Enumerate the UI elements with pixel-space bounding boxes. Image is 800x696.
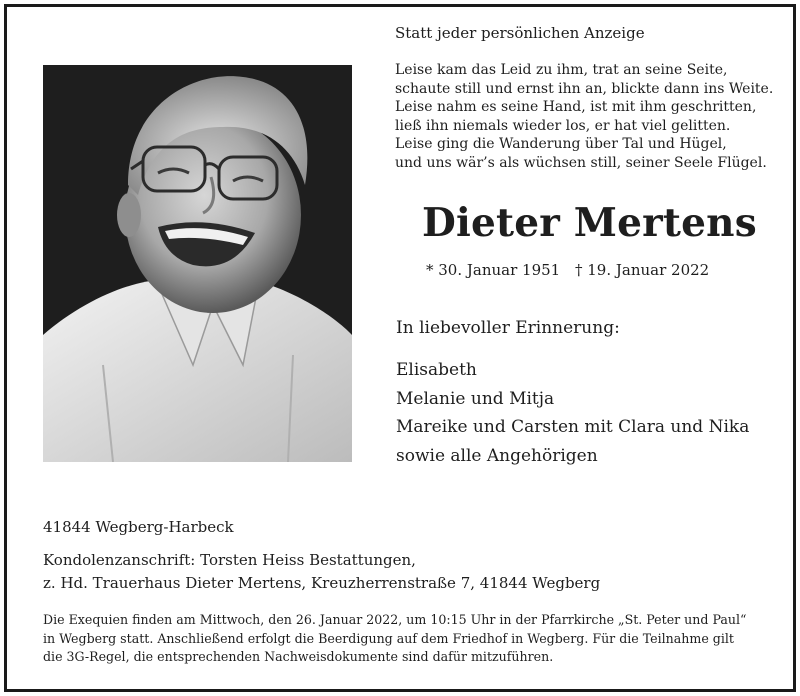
birth-date: * 30. Januar 1951 bbox=[426, 261, 561, 279]
poem-line: Leise nahm es seine Hand, ist mit ihm geschritten, bbox=[395, 99, 757, 116]
poem bbox=[395, 61, 773, 173]
condolence-line: Kondolenzanschrift: Torsten Heiss Bestattungen, bbox=[43, 551, 416, 569]
poem-line: und uns wär’s als wüchsen still, seiner Seele Flügel. bbox=[395, 154, 767, 171]
memory-heading: In liebevoller Erinnerung: bbox=[396, 318, 620, 338]
location: 41844 Wegberg-Harbeck bbox=[43, 518, 234, 536]
mourner-line: sowie alle Angehörigen bbox=[396, 445, 598, 466]
portrait-photo bbox=[43, 65, 352, 462]
notice-line: die 3G-Regel, die entsprechenden Nachweisdokumente sind dafür mitzuführen. bbox=[43, 649, 554, 665]
notice-line: Die Exequien finden am Mittwoch, den 26. Januar 2022, um 10:15 Uhr in der Pfarrkirche „St. Peter und Paul“ bbox=[43, 612, 747, 627]
poem-line: Leise kam das Leid zu ihm, trat an seine Seite, bbox=[395, 62, 728, 78]
mourner-line: Elisabeth bbox=[396, 360, 477, 380]
poem-line: ließ ihn niemals wieder los, er hat viel gelitten. bbox=[395, 117, 731, 134]
mourner-line: Mareike und Carsten mit Clara und Nika bbox=[396, 417, 750, 437]
mourners-list bbox=[396, 356, 749, 470]
poem-line: schaute still und ernst ihn an, blickte dann ins Weite. bbox=[395, 80, 774, 97]
death-date: † 19. Januar 2022 bbox=[575, 261, 710, 279]
deceased-name: Dieter Mertens bbox=[422, 200, 757, 246]
intro-line: Statt jeder persönlichen Anzeige bbox=[395, 24, 645, 42]
condolence-address bbox=[43, 549, 600, 595]
funeral-notice bbox=[43, 611, 746, 667]
mourner-line: Melanie und Mitja bbox=[396, 388, 555, 409]
condolence-line: z. Hd. Trauerhaus Dieter Mertens, Kreuzherrenstraße 7, 41844 Wegberg bbox=[43, 574, 601, 592]
poem-line: Leise ging die Wanderung über Tal und Hügel, bbox=[395, 136, 727, 153]
notice-line: in Wegberg statt. Anschließend erfolgt die Beerdigung auf dem Friedhof in Wegberg. Für die Teilnahme gilt bbox=[43, 630, 734, 646]
